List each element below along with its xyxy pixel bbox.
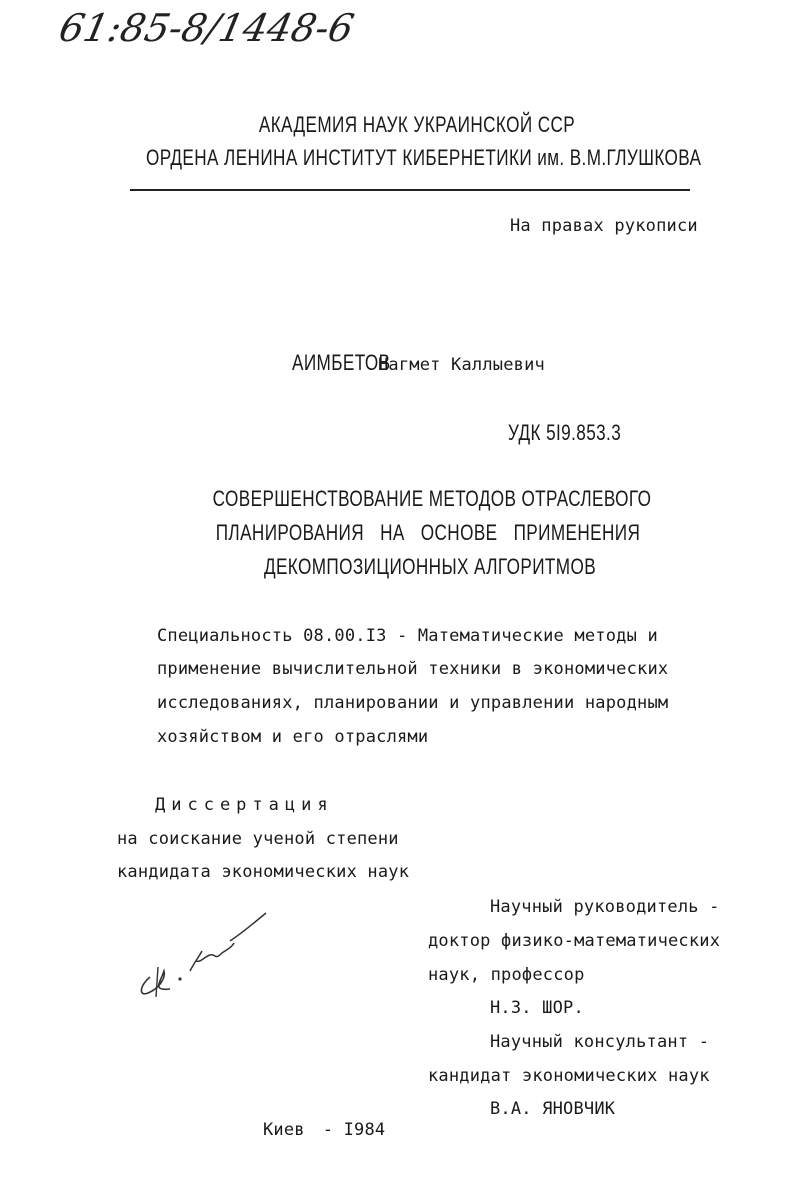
author-signature-icon [130, 905, 280, 1005]
author-given-names: Нагмет Каллыевич [378, 355, 545, 375]
dissertation-degree-line-2: кандидата экономических наук [117, 862, 410, 882]
udc-code [508, 420, 653, 446]
manuscript-note: На правах рукописи [510, 216, 698, 236]
footer-city: Киев [263, 1120, 305, 1140]
author-line [292, 350, 545, 376]
institute-name [146, 145, 701, 171]
dissertation-degree-line-1: на соискание ученой степени [117, 829, 399, 849]
header-divider [130, 189, 690, 191]
consultant-role: Научный консультант - [490, 1032, 710, 1052]
specialty-line-1: Специальность 08.00.I3 - Математические методы и [157, 626, 658, 646]
consultant-degree: кандидат экономических наук [428, 1066, 710, 1086]
specialty-line-4: хозяйством и его отраслями [157, 727, 429, 747]
academy-name: АКАДЕМИЯ НАУК УКРАИНСКОЙ ССР [258, 112, 576, 137]
supervisor-role: Научный руководитель - [490, 897, 720, 917]
udc-code-text: УДК 5I9.853.3 [508, 420, 622, 445]
dissertation-title-line-2: ПЛАНИРОВАНИЯ НА ОСНОВЕ ПРИМЕНЕНИЯ [215, 520, 641, 545]
dissertation-label: Диссертация [155, 795, 334, 815]
archive-code-handwritten: 61:85-8/1448-6 [55, 6, 358, 50]
supervisor-rank: наук, профессор [428, 965, 585, 985]
institute-name-text: ОРДЕНА ЛЕНИНА ИНСТИТУТ КИБЕРНЕТИКИ им. В.М.ГЛУШКОВА [146, 145, 702, 170]
dissertation-title-line-3: ДЕКОМПОЗИЦИОННЫХ АЛГОРИТМОВ [263, 554, 597, 579]
specialty-line-3: исследованиях, планировании и управлении народным [157, 693, 669, 713]
author-surname: АИМБЕТОВ [292, 350, 391, 375]
supervisor-name: Н.З. ШОР. [490, 998, 584, 1018]
footer-year: - I984 [322, 1120, 386, 1140]
dissertation-title-line-1: СОВЕРШЕНСТВОВАНИЕ МЕТОДОВ ОТРАСЛЕВОГО [212, 486, 652, 511]
consultant-name: В.А. ЯНОВЧИК [490, 1099, 616, 1119]
supervisor-degree: доктор физико-математических [428, 931, 721, 951]
specialty-line-2: применение вычислительной техники в экономических [157, 659, 669, 679]
footer-place-year [263, 1120, 385, 1140]
